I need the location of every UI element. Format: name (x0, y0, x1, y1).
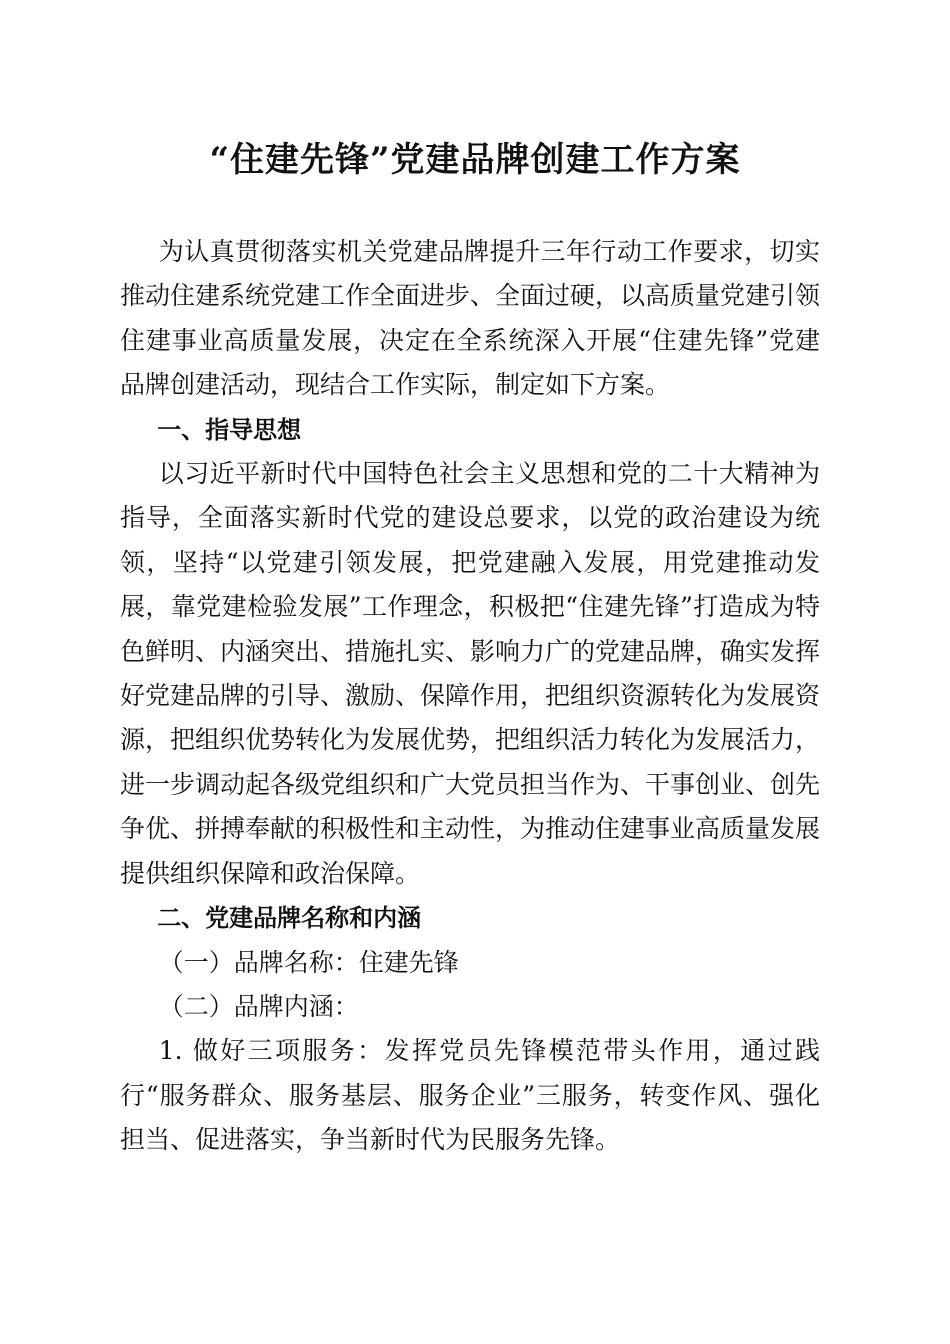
document-body (120, 230, 820, 1163)
document-title: “住建先锋”党建品牌创建工作方案 (209, 140, 741, 180)
guiding-ideology-paragraph: 以习近平新时代中国特色社会主义思想和党的二十大精神为指导，全面落实新时代党的建设总要求，以党的政治建设为统领，坚持“以党建引领发展，把党建融入发展，用党建推动发展，靠党建检验发展”工作理念，积极把“住建先锋”打造成为特色鲜明、内涵突出、措施扎实、影响力广的党建品牌，确实发挥好党建品牌的引导、激励、保障作用，把组织资源转化为发展资源，把组织优势转化为发展优势，把组织活力转化为发展活力，进一步调动起各级党组织和广大党员担当作为、干事创业、创先争优、拼搏奉献的积极性和主动性，为推动住建事业高质量发展提供组织保障和政治保障。 (120, 459, 821, 888)
section-heading-guiding-ideology: 一、指导思想 (157, 415, 302, 444)
brand-connotation-item: （二）品牌内涵： (158, 991, 359, 1021)
three-services-paragraph: 1. 做好三项服务：发挥党员先锋模范带头作用，通过践行“服务群众、服务基层、服务企业”三服务，转变作风、强化担当、促进落实，争当新时代为民服务先锋。 (120, 1036, 820, 1155)
section-heading-brand-name: 二、党建品牌名称和内涵 (157, 904, 422, 933)
intro-paragraph: 为认真贯彻落实机关党建品牌提升三年行动工作要求，切实推动住建系统党建工作全面进步、全面过硬，以高质量党建引领住建事业高质量发展，决定在全系统深入开展“住建先锋”党建品牌创建活动，现结合工作实际，制定如下方案。 (120, 237, 821, 400)
brand-name-item: （一）品牌名称：住建先锋 (158, 947, 459, 977)
